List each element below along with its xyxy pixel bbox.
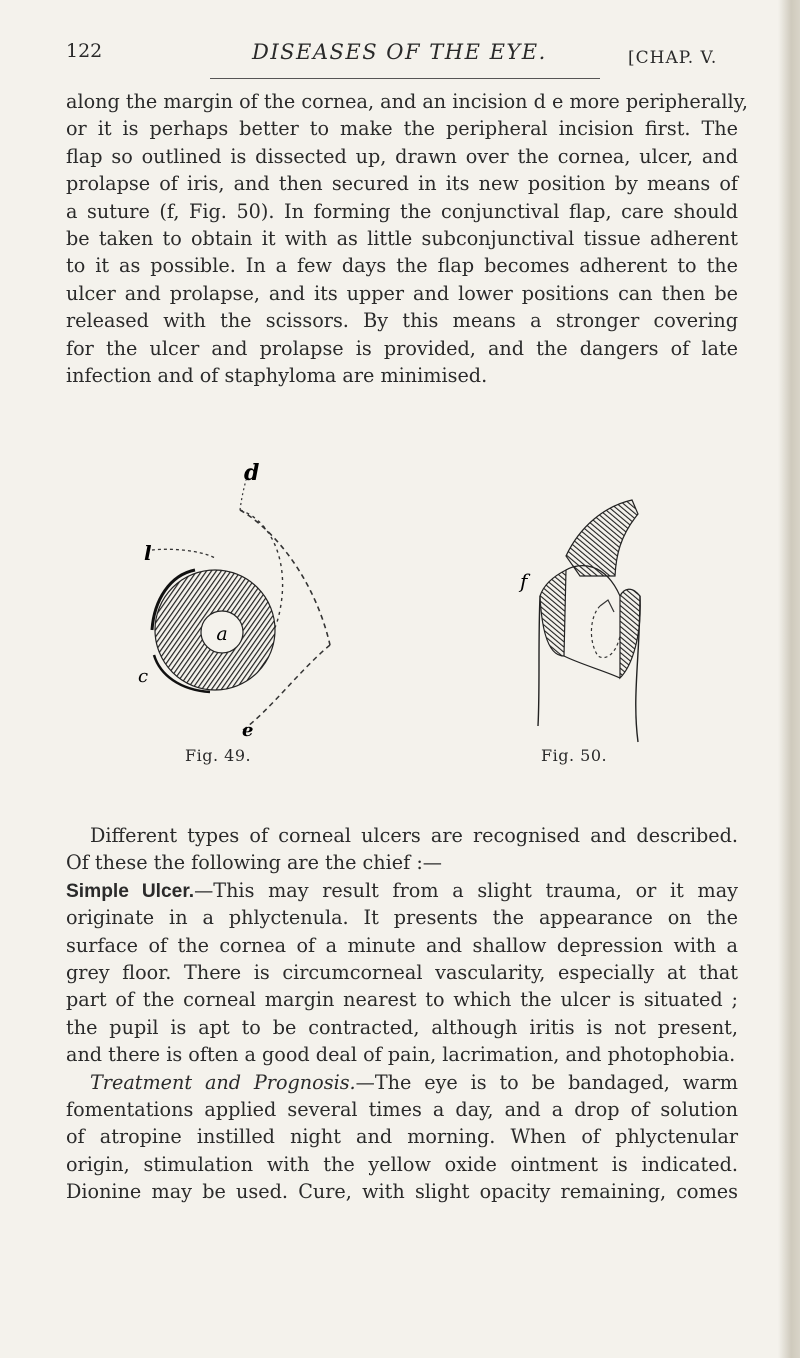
figure-50: [520, 496, 670, 742]
text-line: [66, 877, 738, 904]
text-line: released with the scissors. By this means a stronger covering: [66, 309, 738, 333]
figure-49: [140, 400, 360, 740]
chapter-marker: [CHAP. V.: [628, 48, 718, 68]
label-d: d: [244, 460, 260, 486]
text-line: Different types of corneal ulcers are recognised and described.: [90, 824, 738, 847]
text-line: flap so outlined is dissected up, drawn over the cornea, ulcer, and: [66, 144, 738, 168]
figure-50-illustration: [520, 496, 670, 742]
text-line: origin, stimulation with the yellow oxide ointment is indicated.: [66, 1152, 738, 1176]
text-line: for the ulcer and prolapse is provided, and the dangers of late: [66, 336, 738, 360]
label-l: l: [144, 541, 152, 565]
text-line: or it is perhaps better to make the peripheral incision first. The: [66, 117, 738, 141]
text-line: the pupil is apt to be contracted, although iritis is not present,: [66, 1015, 738, 1039]
heading-continuation: —This may result from a slight trauma, or it may: [194, 878, 738, 902]
text-line: [66, 1069, 738, 1096]
text-line: infection and of staphyloma are minimised.: [66, 363, 488, 387]
header-rule: [210, 78, 600, 79]
conjunctival-flap: [566, 500, 638, 576]
figure-50-caption: Fig. 50.: [541, 746, 608, 765]
label-a: a: [216, 623, 228, 645]
text-line: surface of the cornea of a minute and shallow depression with a: [66, 933, 738, 957]
figure-49-illustration: [140, 400, 360, 740]
text-line: and there is often a good deal of pain, lacrimation, and photophobia.: [66, 1043, 736, 1067]
text-line: fomentations applied several times a day, and a drop of solution: [66, 1097, 738, 1121]
label-c: c: [138, 666, 149, 687]
text-line: Dionine may be used. Cure, with slight opacity remaining, comes: [66, 1180, 738, 1204]
paragraph-flap-procedure: [66, 88, 749, 389]
text-line: part of the corneal margin nearest to which the ulcer is situated ;: [66, 988, 738, 1012]
paragraph-corneal-ulcers: [66, 822, 738, 1205]
text-line: originate in a phlyctenula. It presents the appearance on the: [66, 906, 738, 930]
page-edge-shadow: [778, 0, 800, 1358]
text-line: ulcer and prolapse, and its upper and lower positions can then be: [66, 281, 738, 305]
running-title: DISEASES OF THE EYE.: [252, 40, 547, 64]
text-line: Of these the following are the chief :—: [66, 851, 442, 875]
label-e: e: [242, 720, 254, 741]
text-line: a suture (f, Fig. 50). In forming the conjunctival flap, care should: [66, 199, 738, 223]
text-line: along the margin of the cornea, and an incision d e more peripherally,: [66, 90, 749, 113]
section-heading-simple-ulcer: Simple Ulcer.: [66, 880, 195, 902]
text-line: to it as possible. In a few days the flap becomes adherent to the: [66, 254, 738, 278]
label-f: f: [520, 569, 528, 593]
text-line: be taken to obtain it with as little subconjunctival tissue adherent: [66, 226, 738, 250]
text-line: prolapse of iris, and then secured in its new position by means of: [66, 172, 738, 196]
text-line: grey floor. There is circumcorneal vascularity, especially at that: [66, 960, 738, 984]
page-number: 122: [66, 40, 103, 62]
text-line: of atropine instilled night and morning. When of phlyctenular: [66, 1125, 738, 1149]
figure-49-caption: Fig. 49.: [185, 746, 252, 765]
subheading-continuation: —The eye is to be bandaged, warm: [355, 1070, 738, 1094]
subheading-treatment: Treatment and Prognosis.: [90, 1070, 356, 1094]
running-head: [0, 40, 800, 80]
